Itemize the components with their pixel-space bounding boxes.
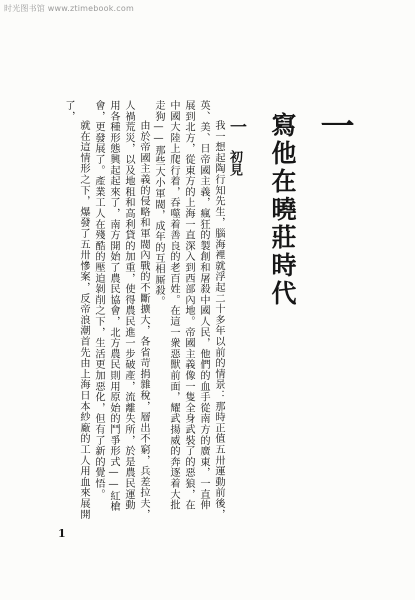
chapter-title: 寫他在曉莊時代	[268, 112, 297, 308]
paragraph: 就在這情形之下，爆發了五卅慘案，反帝浪潮首先由上海日本紗廠的工人用血來展開了，	[63, 100, 89, 520]
section-title: 初見	[227, 150, 242, 176]
paragraph: 我一想起陶行知先生，腦海裡就浮起二十多年以前的情景：那時正值五卅運動前後，英、美、日帝國主義，瘋狂的製創和屠殺中國人民，他們的血手從南方的廣東，一直伸展到北方，從東方的上海一直深入到西部內地。帝國主義像一隻全身武裝了的惡狼，在中國大陸上爬行着，吞噬着善良的老百姓。在這一衆惡獸前面，耀武揚威的奔逐着大批走狗——那些大小軍閥，成年的互相厮殺。	[153, 100, 224, 520]
body-text	[60, 100, 226, 520]
site-watermark: 时光图书馆 www.ztimebook.com	[4, 4, 134, 13]
chapter-number: 一	[314, 108, 354, 142]
page-number: 1	[58, 527, 66, 540]
section-number: 一	[226, 118, 246, 135]
paragraph: 由於帝國主義的侵略和軍閥內戰的不斷擴大，各省苛捐雜稅，層出不窮，兵差拉夫，人禍荒災，以及地租和高利貸的加重，使得農民進一步破產，流離失所，於是農民運動用各種形態興起起來了，南方開始了農民協會，北方農民則用原始的鬥爭形式——紅槍會，更發展了。產業工人在殘酷的壓迫剝削之下，生活更加惡化，但有了新的覺悟。	[93, 100, 149, 520]
